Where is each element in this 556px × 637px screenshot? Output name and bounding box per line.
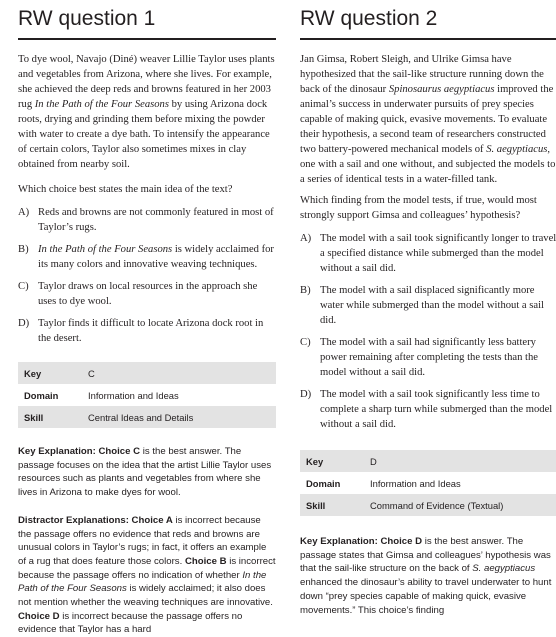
bold-run: Key Explanation: Choice D — [300, 536, 423, 547]
row-value: Central Ideas and Details — [82, 406, 276, 428]
text-run: is widely acclaimed; it also does not mention whether the weaving techniques are innovative. — [18, 583, 273, 609]
option-text — [320, 335, 556, 380]
explanation-paragraph — [18, 445, 276, 500]
explanation-section — [300, 535, 556, 617]
text-run: improved the animal’s success in underwater pursuits of prey species capable of making quick, evasive movements. To evaluate their hypothesis, a second team of researchers constructed two battery-powered mechanical models of — [300, 84, 554, 155]
row-value: Information and Ideas — [88, 389, 179, 401]
option-letter: D) — [300, 389, 312, 400]
explanation-paragraph — [18, 514, 276, 637]
text-run: Taylor finds it difficult to locate Arizona dock root in the desert. — [38, 318, 264, 344]
text-run: Reds and browns are not commonly featured in most of Taylor’s rugs. — [38, 207, 274, 233]
answer-option — [18, 279, 276, 309]
answer-key-table — [300, 450, 556, 516]
option-letter: C) — [18, 281, 29, 292]
left-column — [18, 0, 276, 637]
key-table-row — [18, 384, 276, 406]
bold-run: Choice B — [184, 555, 227, 567]
text-run: is incorrect because the passage offers no indication of whether — [18, 555, 276, 581]
text-run: To dye wool, Navajo (Diné) weaver Lillie Taylor uses plants and vegetables from Arizona, where she lives. For example, she achieved the deep reds and browns featured in her 2003 rug — [18, 54, 275, 110]
italic-title: In the Path of the Four Seasons — [34, 99, 169, 110]
option-text — [320, 283, 556, 328]
row-label: Skill — [300, 494, 364, 516]
row-value: C — [82, 362, 276, 384]
text-run: The model with a sail took significantly longer to travel a specified distance while submerged than the model without a sail did. — [320, 233, 556, 274]
answer-option — [300, 231, 556, 276]
italic-title: In the Path of the Four Seasons — [18, 569, 267, 595]
right-column — [300, 0, 556, 617]
row-value: D — [364, 450, 556, 472]
explanation-paragraph — [300, 535, 556, 617]
text-run: The model with a sail displaced significantly more water while submerged than the model without a sail did. — [320, 285, 544, 326]
option-letter: A) — [300, 233, 312, 244]
text-run: enhanced the dinosaur’s ability to travel underwater to hunt down “prey species capable of making quick, evasive movements.” This choice’s finding — [300, 577, 552, 616]
row-value: Information and Ideas — [370, 477, 461, 489]
option-letter: B) — [300, 285, 311, 296]
option-text — [38, 316, 276, 346]
key-table-row — [300, 472, 556, 494]
option-text — [38, 205, 276, 235]
answer-option — [18, 316, 276, 346]
row-label: Key — [300, 450, 364, 472]
text-run: is widely acclaimed for its many colors and innovative weaving techniques. — [38, 244, 274, 270]
row-label: Domain — [306, 477, 341, 489]
bold-run: Key Explanation: Choice C — [18, 446, 141, 457]
option-text — [320, 231, 556, 276]
text-run: is incorrect because the passage offers no evidence that reds and browns are unusual colors in Taylor’s rugs; in fact, it offers an example of a rug that does feature those colors. — [18, 514, 267, 567]
row-value: Command of Evidence (Textual) — [364, 494, 556, 516]
text-run: is the best answer. The passage states that Gimsa and colleagues’ hypothesis was that the sail-like structure on the back of — [300, 536, 551, 575]
key-table-row — [300, 450, 556, 472]
text-run: Jan Gimsa, Robert Sleigh, and Ulrike Gimsa have hypothesized that the sail-like structure running down the back of the dinosaur — [300, 54, 544, 95]
text-run: is the best answer. The passage focuses on the idea that the artist Lillie Taylor uses resources such as plants and vegetables from where she lives in Arizona to make dyes for wool. — [18, 446, 272, 499]
text-run: The model with a sail had significantly less battery power remaining after completing the tests than the model without a sail did. — [320, 337, 538, 378]
bold-run: Distractor Explanations: Choice A — [18, 514, 173, 526]
italic-title: S. aegyptiacus — [486, 144, 548, 155]
passage-text — [300, 52, 556, 187]
row-label: Domain — [24, 389, 59, 401]
text-run: is incorrect because the passage offers no evidence that Taylor has a hard — [18, 610, 243, 636]
question-title: RW question 2 — [300, 0, 556, 40]
question-stem: Which choice best states the main idea of the text? — [18, 184, 233, 195]
explanation-section — [18, 445, 276, 637]
answer-key-table — [18, 362, 276, 428]
option-text — [38, 279, 276, 309]
passage-text — [18, 52, 276, 172]
option-letter: A) — [18, 207, 30, 218]
option-text — [320, 387, 556, 432]
text-run: by using Arizona dock roots, drying and grinding them before mixing the powder with water to create a dye bath. To intensify the appearance of certain colors, Taylor also sometimes mixes in clay obtained from nearby soil. — [18, 99, 270, 170]
text-run: The model with a sail took significantly less time to complete a sharp turn while submerged than the model without a sail did. — [320, 389, 553, 430]
answer-options — [300, 231, 556, 432]
answer-option — [300, 283, 556, 328]
answer-option — [300, 335, 556, 380]
answer-option — [300, 387, 556, 432]
option-letter: C) — [300, 337, 311, 348]
option-letter: D) — [18, 318, 30, 329]
italic-title: Spinosaurus aegyptiacus — [388, 84, 495, 95]
bold-run: Choice D — [18, 610, 60, 622]
answer-option — [18, 205, 276, 235]
key-table-row — [18, 406, 276, 428]
answer-option — [18, 242, 276, 272]
question-title: RW question 1 — [18, 0, 276, 40]
key-table-row — [18, 362, 276, 384]
text-run: Taylor draws on local resources in the approach she uses to dye wool. — [38, 281, 258, 307]
option-text — [38, 242, 276, 272]
key-table-row — [300, 494, 556, 516]
answer-options — [18, 205, 276, 346]
text-run: , one with a sail and one without, and subjected the models to a series of identical tests in a water-filled tank. — [300, 144, 556, 185]
row-label: Skill — [18, 406, 82, 428]
question-stem: Which finding from the model tests, if true, would most strongly support Gimsa and colleagues’ hypothesis? — [300, 195, 537, 221]
option-letter: B) — [18, 244, 29, 255]
italic-title: In the Path of the Four Seasons — [38, 244, 173, 255]
row-label: Key — [18, 362, 82, 384]
italic-title: S. aegyptiacus — [472, 563, 536, 575]
